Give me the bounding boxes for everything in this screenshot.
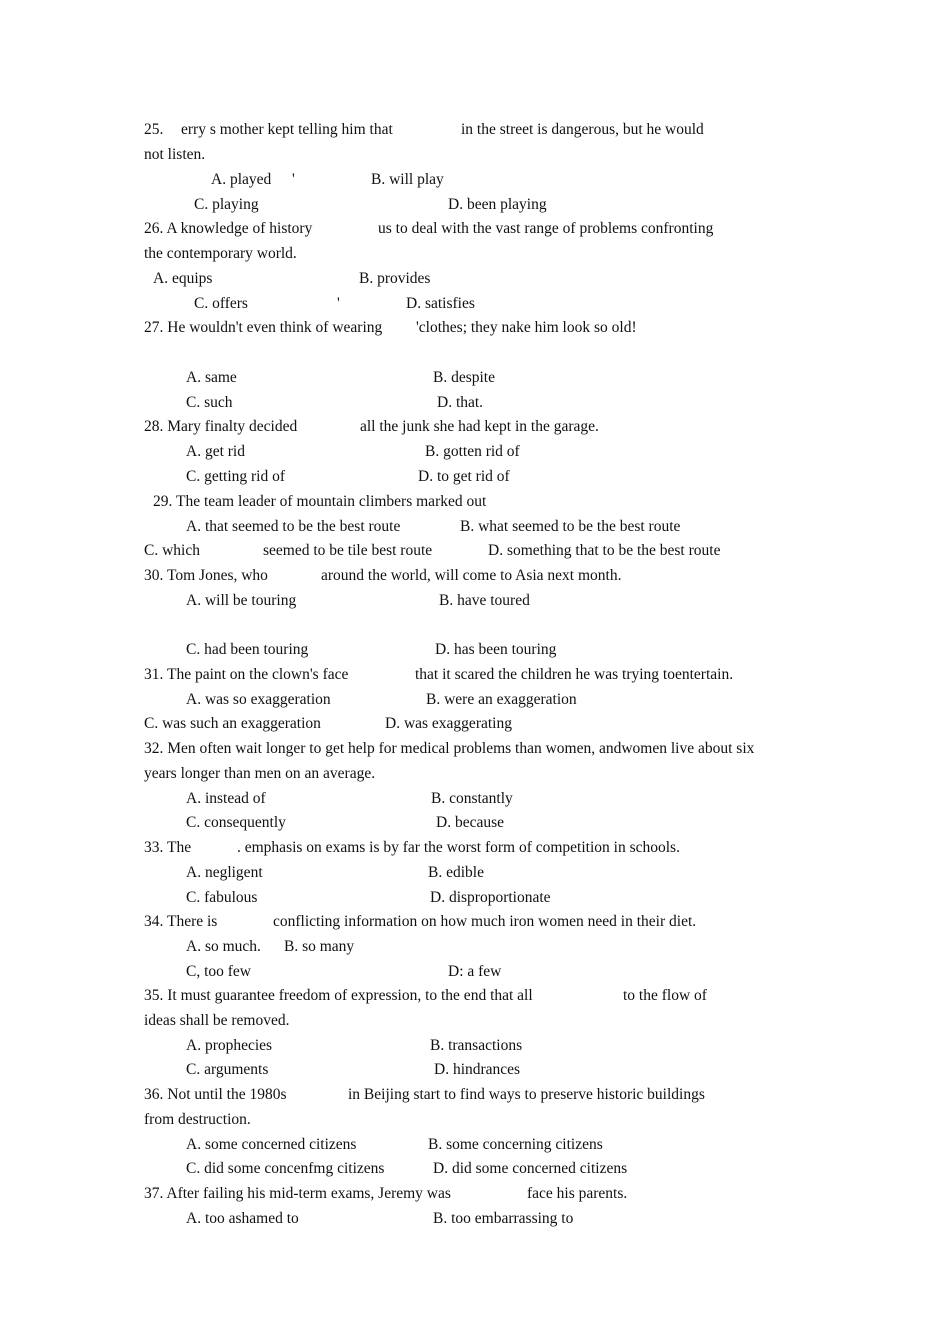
question-30-option-d: D. has been touring (435, 641, 557, 658)
question-33-option-b: B. edible (428, 864, 484, 881)
question-28-stem-part2: all the junk she had kept in the garage. (360, 418, 599, 435)
question-29-option-c-label: C. which (144, 542, 200, 559)
question-25-stem-part2: in the street is dangerous, but he would (461, 121, 704, 138)
question-26-option-c: C. offers (194, 295, 248, 312)
question-32-option-c: C. consequently (186, 814, 286, 831)
question-33-option-d: D. disproportionate (430, 889, 551, 906)
question-36-stem-part2: in Beijing start to find ways to preserve historic buildings (348, 1086, 705, 1103)
question-32-option-b: B. constantly (431, 790, 513, 807)
question-30-option-c: C. had been touring (186, 641, 309, 658)
question-34-stem-part1: 34. There is (144, 913, 218, 930)
question-37-option-a: A. too ashamed to (186, 1210, 299, 1227)
question-37-stem-part2: face his parents. (527, 1185, 628, 1202)
question-37-stem-part1: 37. After failing his mid-term exams, Jeremy was (144, 1185, 451, 1202)
question-35-option-b: B. transactions (430, 1037, 523, 1054)
stray-mark: ' (337, 295, 340, 312)
question-31-option-d: D. was exaggerating (385, 715, 512, 732)
question-33-stem-part1: 33. The (144, 839, 192, 856)
question-36-option-c: C. did some concenfmg citizens (186, 1160, 385, 1177)
question-26-stem-cont: the contemporary world. (144, 245, 297, 262)
question-28-option-d: D. to get rid of (418, 468, 510, 485)
question-31-stem-part2: that it scared the children he was trying toentertain. (415, 666, 734, 683)
question-25-option-d: D. been playing (448, 196, 547, 213)
question-26-stem-part2: us to deal with the vast range of problems confronting (378, 220, 714, 237)
question-35-stem-part1: 35. It must guarantee freedom of expression, to the end that all (144, 987, 533, 1004)
question-35-option-d: D. hindrances (434, 1061, 521, 1078)
question-28-option-a: A. get rid (186, 443, 245, 460)
question-27-option-d: D. that. (437, 394, 484, 411)
question-33-option-a: A. negligent (186, 864, 263, 881)
question-35-stem-cont: ideas shall be removed. (144, 1012, 290, 1029)
question-32-option-d: D. because (436, 814, 504, 831)
question-31-option-b: B. were an exaggeration (426, 691, 577, 708)
question-30-option-b: B. have toured (439, 592, 530, 609)
question-28-option-b: B. gotten rid of (425, 443, 520, 460)
question-35-option-a: A. prophecies (186, 1037, 273, 1054)
question-29-option-d: D. something that to be the best route (488, 542, 721, 559)
question-26-stem-part1: 26. A knowledge of history (144, 220, 313, 237)
question-25-number: 25. (144, 121, 164, 138)
question-33-option-c: C. fabulous (186, 889, 258, 906)
stray-mark: ' (292, 171, 295, 188)
question-28-stem-part1: 28. Mary finalty decided (144, 418, 298, 435)
question-25-stem-part1: erry s mother kept telling him that (181, 121, 393, 138)
question-25-option-c: C. playing (194, 196, 259, 213)
question-29-option-c-text: seemed to be tile best route (263, 542, 433, 559)
question-25-option-a: A. played (211, 171, 272, 188)
question-34-option-a: A. so much. (186, 938, 261, 955)
question-26-option-a: A. equips (153, 270, 213, 287)
question-31-option-c: C. was such an exaggeration (144, 715, 321, 732)
question-35-option-c: C. arguments (186, 1061, 269, 1078)
question-29-option-a: A. that seemed to be the best route (186, 518, 401, 535)
question-29-option-b: B. what seemed to be the best route (460, 518, 681, 535)
question-36-stem-part1: 36. Not until the 1980s (144, 1086, 287, 1103)
question-32-stem-cont: years longer than men on an average. (144, 765, 376, 782)
question-27-stem-part2: 'clothes; they nake him look so old! (416, 319, 637, 336)
question-36-option-a: A. some concerned citizens (186, 1136, 357, 1153)
question-31-stem-part1: 31. The paint on the clown's face (144, 666, 349, 683)
question-29-stem: 29. The team leader of mountain climbers marked out (153, 493, 487, 510)
question-27-option-a: A. same (186, 369, 237, 386)
question-36-stem-cont: from destruction. (144, 1111, 251, 1128)
question-26-option-b: B. provides (359, 270, 431, 287)
question-27-option-c: C. such (186, 394, 233, 411)
question-35-stem-part2: to the flow of (623, 987, 707, 1004)
question-30-stem-part1: 30. Tom Jones, who (144, 567, 268, 584)
question-32-stem: 32. Men often wait longer to get help for medical problems than women, andwomen live about six (144, 740, 755, 757)
question-30-option-a: A. will be touring (186, 592, 297, 609)
question-32-option-a: A. instead of (186, 790, 266, 807)
question-26-option-d: D. satisfies (406, 295, 475, 312)
question-28-option-c: C. getting rid of (186, 468, 286, 485)
question-27-option-b: B. despite (433, 369, 495, 386)
question-25-stem-cont: not listen. (144, 146, 206, 163)
question-34-option-b: B. so many (284, 938, 355, 955)
question-34-option-d: D: a few (448, 963, 502, 980)
question-34-stem-part2: conflicting information on how much iron women need in their diet. (273, 913, 697, 930)
question-30-stem-part2: around the world, will come to Asia next month. (321, 567, 622, 584)
question-31-option-a: A. was so exaggeration (186, 691, 331, 708)
question-33-stem-part2: . emphasis on exams is by far the worst form of competition in schools. (237, 839, 680, 856)
question-36-option-b: B. some concerning citizens (428, 1136, 603, 1153)
question-36-option-d: D. did some concerned citizens (433, 1160, 628, 1177)
question-34-option-c: C, too few (186, 963, 252, 980)
question-37-option-b: B. too embarrassing to (433, 1210, 574, 1227)
question-25-option-b: B. will play (371, 171, 444, 188)
question-27-stem-part1: 27. He wouldn't even think of wearing (144, 319, 383, 336)
